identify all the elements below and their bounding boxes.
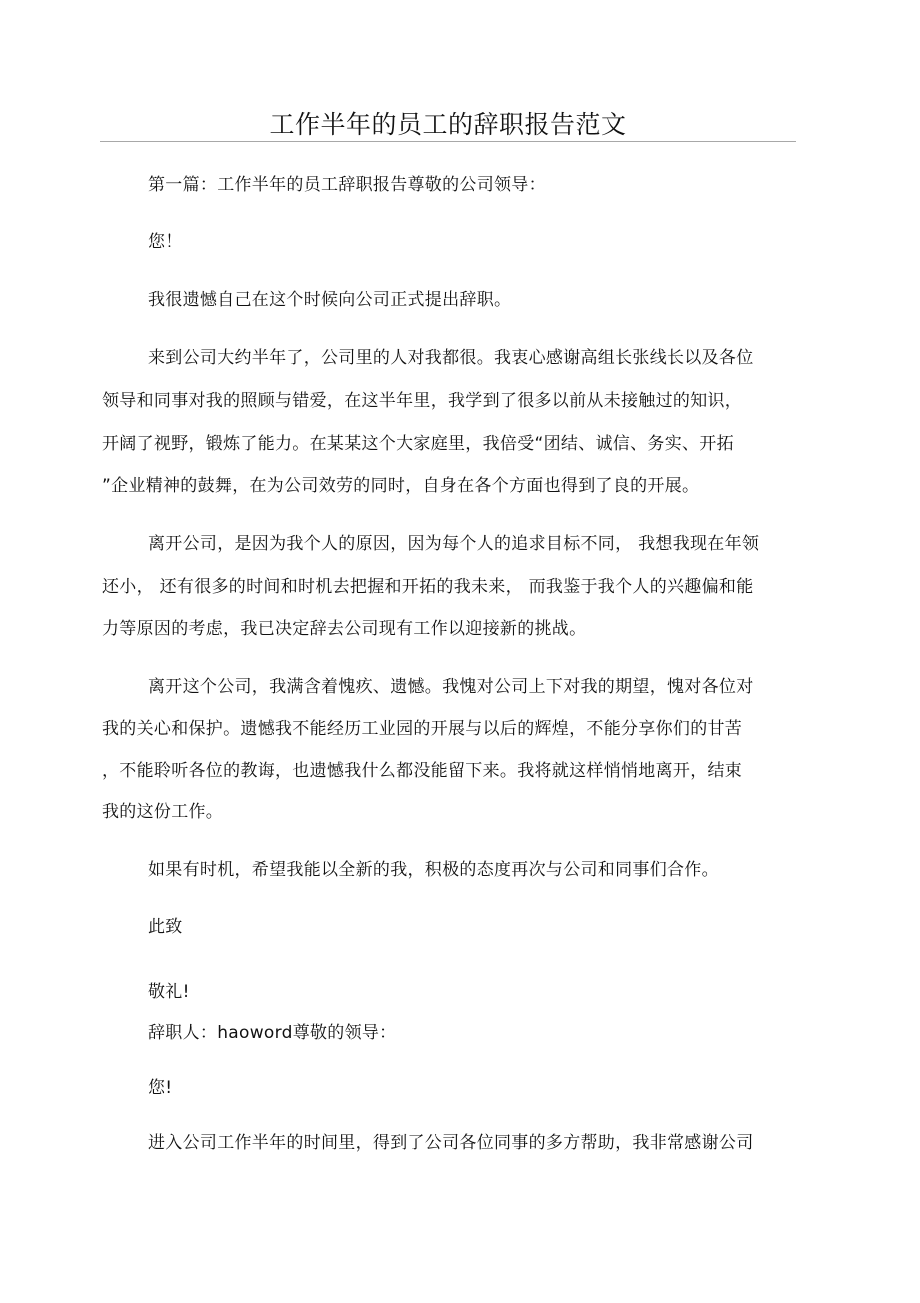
paragraph-line: 离开这个公司，我满含着愧疚、遗憾。我愧对公司上下对我的期望，愧对各位对 [148, 677, 754, 697]
closing-line: 此致 [148, 917, 183, 937]
paragraph-line: 我很遗憾自己在这个时候向公司正式提出辞职。 [148, 290, 512, 310]
paragraph-line: 开阔了视野，锻炼了能力。在某某这个大家庭里，我倍受“团结、诚信、务实、开拓 [102, 434, 734, 454]
paragraph-line: 来到公司大约半年了，公司里的人对我都很。我衷心感谢高组长张线长以及各位 [148, 348, 754, 368]
paragraph-line: 我的关心和保护。遗憾我不能经历工业园的开展与以后的辉煌，不能分享你们的甘苦 [102, 719, 743, 739]
paragraph-line: 我的这份工作。 [102, 802, 224, 822]
second-salutation: 尊敬的领导： [292, 1023, 397, 1043]
greeting-line: 您! [148, 1078, 173, 1098]
closing-salute: 敬礼! [148, 982, 190, 1002]
greeting-line: 您！ [148, 232, 183, 252]
document-title: 工作半年的员工的辞职报告范文 [269, 110, 627, 139]
signature-name: 辞职人：haoword [148, 1023, 293, 1043]
paragraph-line: ”企业精神的鼓舞，在为公司效劳的同时，自身在各个方面也得到了良的开展。 [102, 476, 700, 496]
paragraph-line: 还小， 还有很多的时间和时机去把握和开拓的我未来， 而我鉴于我个人的兴趣偏和能 [102, 577, 754, 597]
paragraph-line: 如果有时机，希望我能以全新的我，积极的态度再次与公司和同事们合作。 [148, 860, 719, 880]
section-heading-line: 第一篇：工作半年的员工辞职报告尊敬的公司领导： [148, 175, 546, 195]
signature-line [148, 1021, 397, 1045]
paragraph-line: 领导和同事对我的照顾与错爱，在这半年里，我学到了很多以前从未接触过的知识， [102, 391, 743, 411]
paragraph-line: 进入公司工作半年的时间里，得到了公司各位同事的多方帮助，我非常感谢公司 [148, 1133, 754, 1153]
paragraph-line: ，不能聆听各位的教诲，也遗憾我什么都没能留下来。我将就这样悄悄地离开，结束 [102, 761, 743, 781]
paragraph-line: 力等原因的考虑，我已决定辞去公司现有工作以迎接新的挑战。 [102, 619, 587, 639]
title-divider [100, 141, 796, 142]
paragraph-line: 离开公司，是因为我个人的原因，因为每个人的追求目标不同， 我想我现在年领 [148, 534, 760, 554]
